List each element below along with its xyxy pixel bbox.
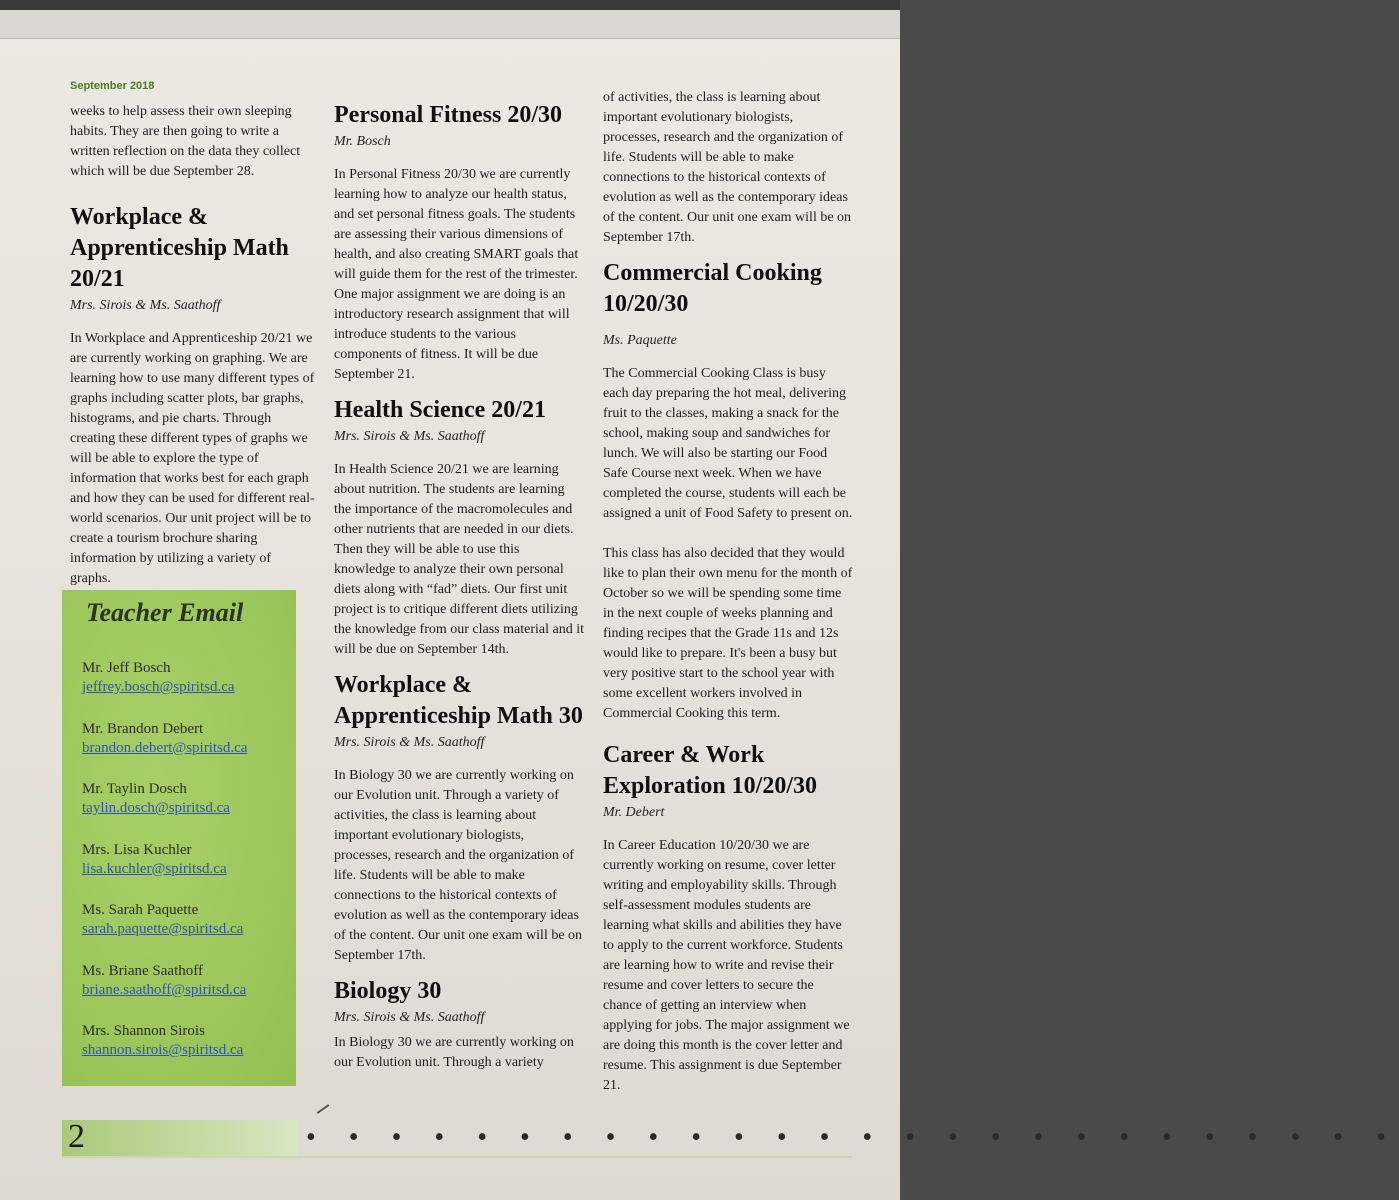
article-body: In Workplace and Apprenticeship 20/21 we are currently working on graphing. We are learning how to use many different types of graphs including scatter plots, bar graphs, histograms, and pie charts. Through creating these different types of graphs we will be able to explore the type of information that works best for each graph and how they can be used for different real-world scenarios. Our unit project will be to create a tourism brochure sharing information by utilizing a variety of graphs. — [70, 331, 315, 586]
teacher-name: Mr. Brandon Debert — [82, 720, 204, 737]
article-teacher: Ms. Paquette — [603, 333, 677, 348]
article-body: In Career Education 10/20/30 we are currently working on resume, cover letter writing and employability skills. Through self-assessment modules students are learning what skills and abilities they have to apply to the current workforce. Students are learning how to write and revise their resume and cover letters to secure the chance of getting an interview when applying for jobs. The major assignment we are doing this month is the cover letter and resume. This assignment is due September 21. — [603, 838, 850, 1093]
column-middle — [334, 100, 584, 1083]
footer-dots: • • • • • • • • • • • • • • • • • • • • • • • • • • — [306, 1122, 1399, 1153]
teacher-name: Mr. Taylin Dosch — [82, 781, 187, 797]
article-teacher: Mr. Debert — [603, 805, 665, 820]
teacher-email-link[interactable]: brandon.debert@spiritsd.ca — [82, 739, 248, 756]
article-title: Personal Fitness 20/30 — [334, 102, 562, 128]
issue-date: September 2018 — [70, 80, 155, 92]
email-list — [82, 658, 292, 1082]
article-teacher: Mrs. Sirois & Ms. Saathoff — [334, 429, 485, 444]
article-teacher: Mrs. Sirois & Ms. Saathoff — [70, 298, 221, 313]
article-body-continued: This class has also decided that they would like to plan their own menu for the month of October so we will be spending some time in the next couple of weeks planning and finding recipes that the Grade 11s and 12s would like to prepare. It's been a busy but very positive start to the school year with some excellent workers involved in Commercial Cooking this term. — [603, 546, 853, 721]
page-number-box — [62, 1120, 298, 1156]
teacher-email-box — [62, 590, 296, 1086]
page-number: 2 — [68, 1118, 85, 1155]
article-title: Health Science 20/21 — [334, 397, 546, 423]
teacher-name: Mr. Jeff Bosch — [82, 660, 171, 676]
teacher-name: Ms. Sarah Paquette — [82, 902, 199, 918]
article-title: Commercial Cooking 10/20/30 — [603, 260, 822, 317]
pen-mark — [317, 1104, 330, 1114]
teacher-name: Mrs. Shannon Sirois — [82, 1023, 205, 1039]
teacher-email-link[interactable]: lisa.kuchler@spiritsd.ca — [82, 860, 227, 877]
email-entry — [82, 658, 292, 719]
teacher-email-link[interactable]: jeffrey.bosch@spiritsd.ca — [82, 679, 235, 695]
article-body: In Biology 30 we are currently working on our Evolution unit. Through a variety — [334, 1035, 574, 1070]
teacher-email-link[interactable]: sarah.paquette@spiritsd.ca — [82, 921, 244, 937]
article-title: Career & Work Exploration 10/20/30 — [603, 742, 818, 799]
article-teacher: Mr. Bosch — [334, 134, 391, 149]
teacher-name: Mrs. Lisa Kuchler — [82, 841, 192, 858]
teacher-name: Ms. Briane Saathoff — [82, 962, 203, 979]
column-right — [603, 88, 853, 1106]
article-title: Biology 30 — [334, 978, 442, 1004]
column-left — [70, 102, 315, 599]
article-teacher: Mrs. Sirois & Ms. Saathoff — [334, 1010, 485, 1025]
article-title: Workplace & Apprenticeship Math 20/21 — [70, 204, 289, 292]
article-body: The Commercial Cooking Class is busy each day preparing the hot meal, delivering fruit to the classes, making a snack for the school, making soup and sandwiches for lunch. We will also be starting our Food Safe Course next week. When we have completed the course, students will each be assigned a unit of Food Safety to present on. — [603, 366, 853, 521]
teacher-email-link[interactable]: shannon.sirois@spiritsd.ca — [82, 1042, 244, 1058]
article-teacher: Mrs. Sirois & Ms. Saathoff — [334, 735, 485, 750]
article-body: In Biology 30 we are currently working on our Evolution unit. Through a variety of activities, the class is learning about important evolutionary biologists, processes, research and the organization of life. Students will be able to make connections to the historical contexts of evolution as well as the contemporary ideas of the content. Our unit one exam will be on September 17th. — [334, 768, 583, 963]
footer-rule — [62, 1156, 852, 1158]
email-entry — [82, 779, 292, 840]
teacher-email-link[interactable]: taylin.dosch@spiritsd.ca — [82, 800, 230, 816]
continued-text: of activities, the class is learning about important evolutionary biologists, processes, research and the organization of life. Students will be able to make connections to the historical contexts of evolution as well as the contemporary ideas of the content. Our unit one exam will be on September 17th. — [603, 90, 852, 245]
email-box-title: Teacher Email — [86, 598, 244, 627]
email-entry — [82, 840, 292, 901]
email-entry — [82, 900, 292, 961]
teacher-email-link[interactable]: briane.saathoff@spiritsd.ca — [82, 981, 247, 998]
email-entry — [82, 961, 292, 1022]
article-title: Workplace & Apprenticeship Math 30 — [334, 672, 583, 729]
article-body: In Personal Fitness 20/30 we are currently learning how to analyze our health status, and set personal fitness goals. The students are assessing their various dimensions of health, and also creating SMART goals that will guide them for the rest of the trimester. One major assignment we are doing is an introductory research assignment that will introduce students to the various components of fitness. It will be due September 21. — [334, 167, 579, 382]
email-entry — [82, 719, 292, 780]
continued-text: weeks to help assess their own sleeping habits. They are then going to write a written reflection on the data they collect which will be due September 28. — [70, 104, 301, 179]
email-entry — [82, 1021, 292, 1082]
dark-edge — [0, 0, 900, 10]
article-body: In Health Science 20/21 we are learning about nutrition. The students are learning the importance of the macromolecules and other nutrients that are needed in our diets. Then they will be able to use this knowledge to analyze their own personal diets along with “fad” diets. Our first unit project is to critique different diets utilizing the knowledge from our class material and it will be due on September 14th. — [334, 462, 584, 657]
